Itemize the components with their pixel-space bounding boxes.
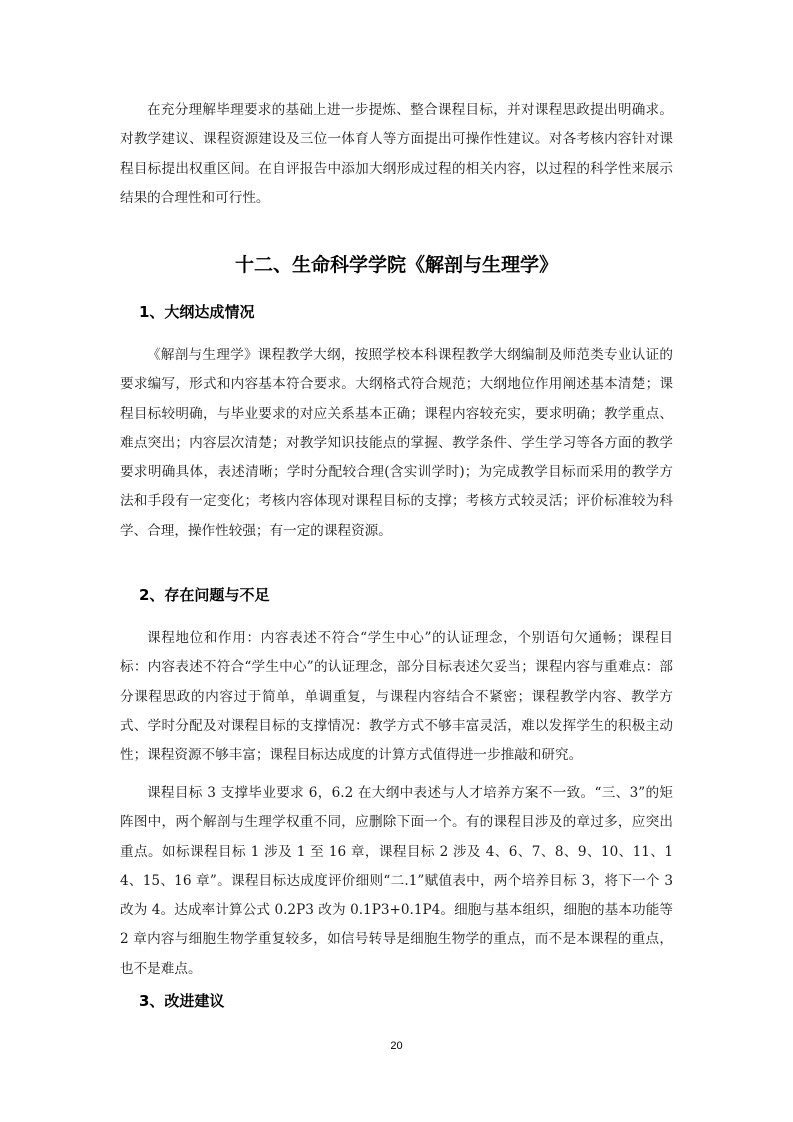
subsection-heading-1: 1、大纲达成情况: [139, 303, 255, 321]
body-paragraph: 《解剖与生理学》课程教学大纲，按照学校本科课程教学大纲编制及师范类专业认证的要求编写，形式和内容基本符合要求。大纲格式符合规范；大纲地位作用阐述基本清楚；课程目标较明确，与毕业要求的对应关系基本正确；课程内容较充实，要求明确；教学重点、难点突出；内容层次清楚；对教学知识技能点的掌握、教学条件、学生学习等各方面的教学要求明确具体，表述清晰；学时分配较合理(含实训学时)；为完成教学目标而采用的教学方法和手段有一定变化；考核内容体现对课程目标的支撑；考核方式较灵活；评价标准较为科学、合理，操作性较强；有一定的课程资源。: [120, 347, 673, 539]
subsection-heading-2: 2、存在问题与不足: [139, 586, 270, 604]
body-paragraph: 课程目标 3 支撑毕业要求 6，6.2 在大纲中表述与人才培养方案不一致。“三、3”的矩阵图中，两个解剖与生理学权重不同，应删除下面一个。有的课程目涉及的章过多，应突出重点。如标课程目标 1 涉及 1 至 16 章，课程目标 2 涉及 4、6、7、8、9、10、11、14、15、16 章”。课程目标达成度评价细则“二.1”赋值表中，两个培养目标 3，将下一个 3 改为 4。达成率计算公式 0.2P3 改为 0.1P3+0.1P4。细胞与基本组织，细胞的基本功能等 2 章内容与细胞生物学重复较多，如信号转导是细胞生物学的重点，而不是本课程的重点，也不是难点。: [120, 785, 673, 977]
intro-paragraph: 在充分理解毕理要求的基础上进一步提炼、整合课程目标，并对课程思政提出明确求。对教学建议、课程资源建设及三位一体育人等方面提出可操作性建议。对各考核内容针对课程目标提出权重区间。在自评报告中添加大纲形成过程的相关内容，以过程的科学性来展示结果的合理性和可行性。: [120, 102, 673, 206]
subsection-heading-3: 3、改进建议: [139, 992, 225, 1010]
page-number: 20: [390, 1040, 403, 1052]
section-title: 十二、生命科学学院《解剖与生理学》: [234, 254, 558, 276]
body-paragraph: 课程地位和作用：内容表述不符合“学生中心”的认证理念，个别语句欠通畅；课程目标：内容表述不符合“学生中心”的认证理念，部分目标表述欠妥当；课程内容与重难点：部分课程思政的内容过于简单，单调重复，与课程内容结合不紧密；课程教学内容、教学方式、学时分配及对课程目标的支撑情况：教学方式不够丰富灵活，难以发挥学生的积极主动性；课程资源不够丰富；课程目标达成度的计算方式值得进一步推敲和研究。: [120, 630, 673, 764]
